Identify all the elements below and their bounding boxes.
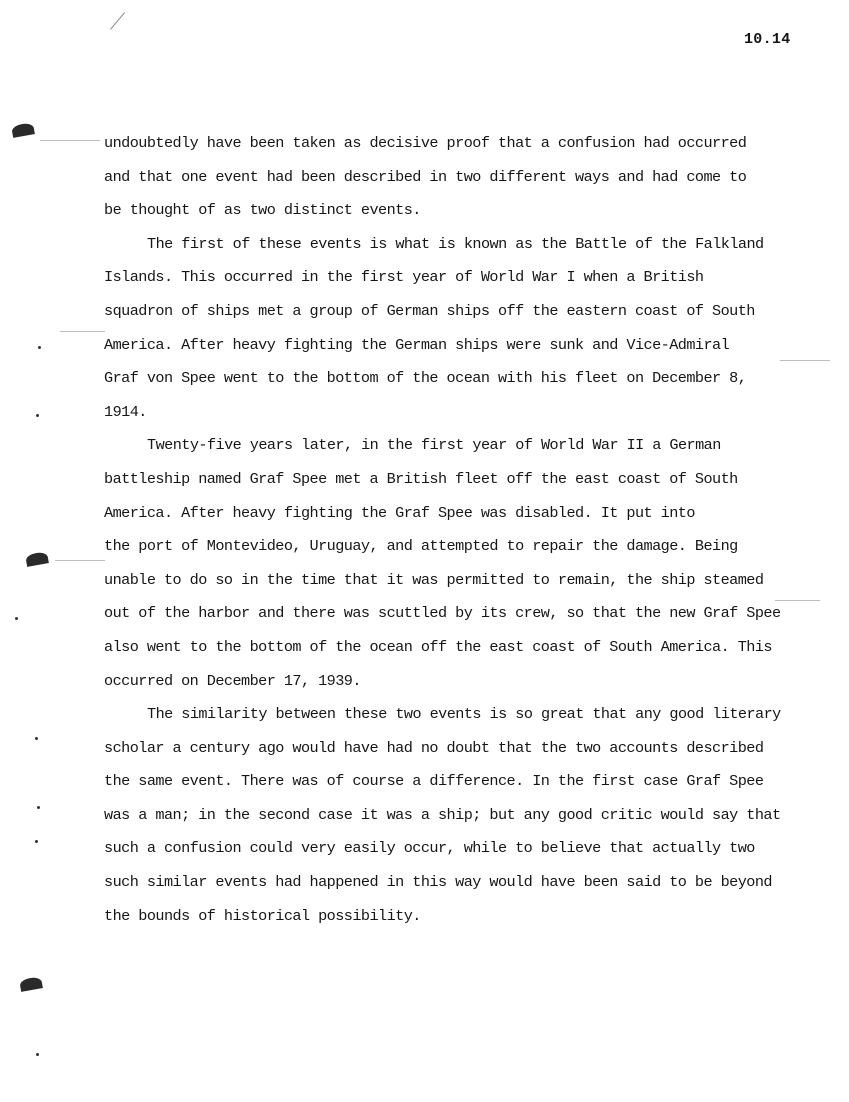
text-line: The similarity between these two events is so great that any good literary: [147, 705, 781, 724]
scan-speck: [55, 560, 105, 561]
paragraph: [104, 698, 794, 933]
paragraph: [104, 127, 794, 228]
text-line: was a man; in the second case it was a ship; but any good critic would say that: [104, 805, 781, 824]
scan-dot: [37, 806, 40, 809]
text-line: and that one event had been described in two different ways and had come to: [104, 167, 747, 186]
scan-dot: [36, 1053, 39, 1056]
text-line: scholar a century ago would have had no doubt that the two accounts described: [104, 738, 764, 757]
text-line: undoubtedly have been taken as decisive proof that a confusion had occurred: [104, 134, 747, 152]
scan-speck: [40, 140, 100, 141]
punch-hole-bottom: [19, 976, 43, 992]
text-line: out of the harbor and there was scuttled by its crew, so that the new Graf Spee: [104, 604, 781, 623]
text-line: The first of these events is what is known as the Battle of the Falkland: [147, 234, 764, 253]
text-line: Twenty-five years later, in the first year of World War II a German: [147, 436, 721, 455]
text-line: such a confusion could very easily occur, while to believe that actually two: [104, 839, 755, 858]
text-line: the port of Montevideo, Uruguay, and attempted to repair the damage. Being: [104, 537, 738, 556]
text-line: also went to the bottom of the ocean off the east coast of South America. This: [104, 637, 772, 656]
scan-dot: [38, 346, 41, 349]
text-line: occurred on December 17, 1939.: [104, 671, 361, 690]
scan-mark: [110, 12, 125, 29]
scan-speck: [60, 331, 105, 332]
scan-dot: [35, 737, 38, 740]
text-line: America. After heavy fighting the German ships were sunk and Vice-Admiral: [104, 335, 730, 354]
text-line: squadron of ships met a group of German ships off the eastern coast of South: [104, 301, 755, 320]
text-line: 1914.: [104, 402, 147, 421]
document-body: [104, 127, 794, 933]
text-line: the bounds of historical possibility.: [104, 906, 421, 925]
text-line: such similar events had happened in this way would have been said to be beyond: [104, 873, 772, 892]
punch-hole-middle: [25, 551, 49, 567]
text-line: Graf von Spee went to the bottom of the ocean with his fleet on December 8,: [104, 369, 747, 388]
text-line: battleship named Graf Spee met a British fleet off the east coast of South: [104, 469, 738, 488]
text-line: be thought of as two distinct events.: [104, 201, 421, 220]
text-line: unable to do so in the time that it was permitted to remain, the ship steamed: [104, 570, 764, 589]
scan-dot: [15, 617, 18, 620]
punch-hole-top: [11, 122, 35, 138]
page-number: 10.14: [744, 31, 791, 48]
paragraph: [104, 429, 794, 698]
scan-dot: [35, 840, 38, 843]
paragraph: [104, 228, 794, 430]
text-line: the same event. There was of course a difference. In the first case Graf Spee: [104, 772, 764, 791]
scan-dot: [36, 414, 39, 417]
text-line: Islands. This occurred in the first year of World War I when a British: [104, 268, 704, 287]
text-line: America. After heavy fighting the Graf Spee was disabled. It put into: [104, 503, 695, 522]
